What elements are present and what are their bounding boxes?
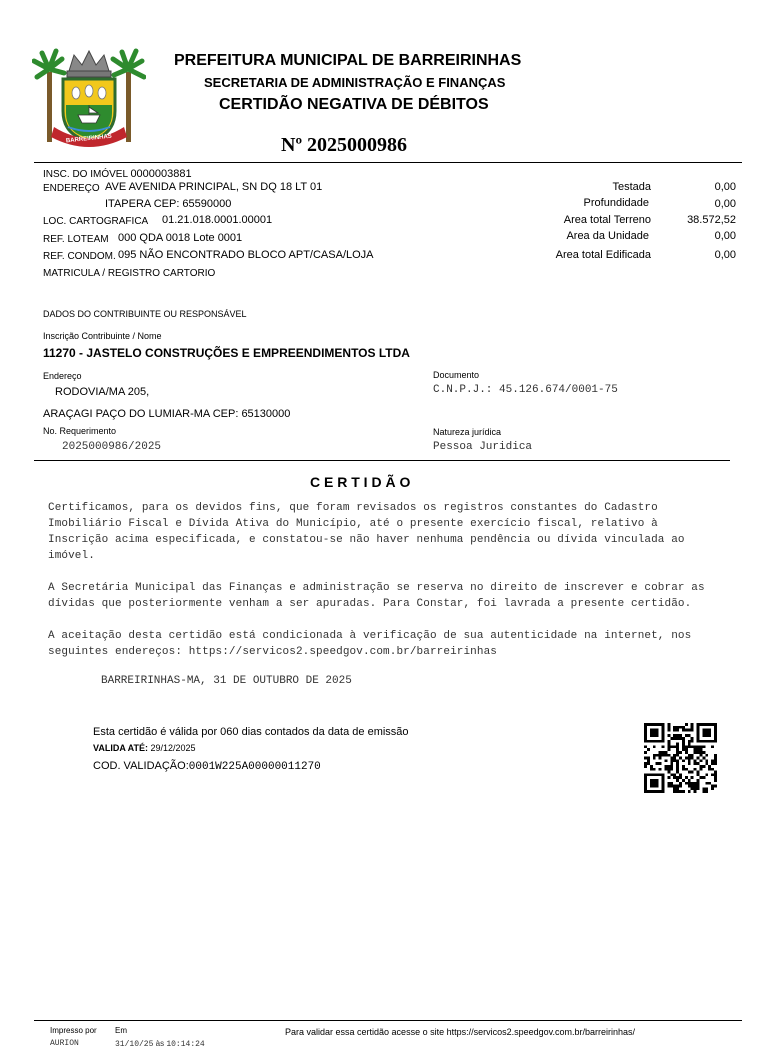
measure-value-area-edificada: 0,00 <box>714 249 736 261</box>
measure-value-profundidade: 0,00 <box>714 198 736 210</box>
contributor-address-line2: ARAÇAGI PAÇO DO LUMIAR-MA CEP: 65130000 <box>43 408 291 420</box>
printed-at <box>115 1039 205 1049</box>
measure-value-area-terreno: 38.572,52 <box>687 214 736 226</box>
contributor-name-label: Inscrição Contribuinte / Nome <box>43 331 162 341</box>
loc-cartografica-label: LOC. CARTOGRAFICA <box>43 216 149 227</box>
header-divider <box>34 162 742 163</box>
printed-time: 10:14:24 <box>166 1040 205 1049</box>
certificate-paragraph-1-text: Certificamos, para os devidos fins, que foram revisados os registros constantes do Cadastro Imobiliário Fiscal e Dívida Ativa do Município, até o presente exercício fiscal, relativo à Inscrição acima especificada, e constatou-se não haver nenhuma pendência ou dívida vinculada ao imóvel. <box>48 502 685 562</box>
requerimento-label: No. Requerimento <box>43 426 117 436</box>
measure-label-area-unidade: Area da Unidade <box>566 230 649 242</box>
insc-label: INSC. DO IMÓVEL 0000003881 <box>43 168 192 180</box>
measure-value-testada: 0,00 <box>714 181 736 193</box>
ref-loteam-label: REF. LOTEAM <box>43 234 109 245</box>
measure-label-area-edificada: Area total Edificada <box>555 249 651 261</box>
insc-value: 0000003881 <box>130 168 192 180</box>
validity-text: Esta certidão é válida por 060 dias contados da data de emissão <box>93 726 409 738</box>
certificate-paragraph-3-text: A aceitação desta certidão está condicionada à verificação de sua autenticidade na internet, nos seguintes endereços: https://servicos2.speedgov.com.br/barreirinhas <box>48 630 692 658</box>
certificate-heading: C E R T I D Ã O <box>310 474 411 490</box>
measure-label-area-terreno: Area total Terreno <box>563 214 651 226</box>
loc-cartografica-value: 01.21.018.0001.00001 <box>162 214 273 226</box>
valid-until <box>93 743 196 753</box>
requerimento-value: 2025000986/2025 <box>62 441 162 453</box>
certificate-number: Nº 2025000986 <box>281 134 408 156</box>
valid-until-value: 29/12/2025 <box>150 743 196 753</box>
certificate-paragraph-2 <box>48 580 718 612</box>
matricula-label: MATRICULA / REGISTRO CARTORIO <box>43 268 216 279</box>
printed-date: 31/10/25 <box>115 1040 154 1049</box>
contributor-address-line1: RODOVIA/MA 205, <box>55 386 150 398</box>
printed-by-value: AURION <box>50 1039 79 1048</box>
ref-condom-value: 095 NÃO ENCONTRADO BLOCO APT/CASA/LOJA <box>118 249 374 261</box>
ref-loteam-value: 000 QDA 0018 Lote 0001 <box>118 232 243 244</box>
crest-ribbon-text: BARREIRINHAS <box>65 133 113 145</box>
municipality-title: PREFEITURA MUNICIPAL DE BARREIRINHAS <box>174 52 522 69</box>
certificate-paragraph-2-text: A Secretária Municipal das Finanças e administração se reserva no direito de inscrever e cobrar as dívidas que posteriormente venham a ser apuradas. Para Constar, foi lavrada a presente certidão. <box>48 582 705 610</box>
contributor-address-label: Endereço <box>43 371 82 381</box>
property-address-line1: AVE AVENIDA PRINCIPAL, SN DQ 18 LT 01 <box>105 181 323 193</box>
palm-tree-right-icon <box>113 51 144 142</box>
certificate-paragraph-1 <box>48 500 718 564</box>
printed-at-label: Em <box>115 1026 127 1035</box>
municipal-crest <box>32 47 146 147</box>
secretariat-title: SECRETARIA DE ADMINISTRAÇÃO E FINANÇAS <box>204 75 506 90</box>
contributor-divider <box>34 460 730 461</box>
valid-until-label: VALIDA ATÉ: <box>93 743 148 753</box>
validation-code <box>93 760 321 773</box>
measure-label-profundidade: Profundidade <box>583 197 649 209</box>
document-title: CERTIDÃO NEGATIVA DE DÉBITOS <box>219 96 489 113</box>
measure-label-testada: Testada <box>612 181 651 193</box>
document-label: Documento <box>433 370 480 380</box>
palm-tree-left-icon <box>34 51 64 142</box>
contributor-name-value: 11270 - JASTELO CONSTRUÇÕES E EMPREENDIMENTOS LTDA <box>43 346 410 360</box>
measure-value-area-unidade: 0,00 <box>714 230 736 242</box>
contributor-section-label: DADOS DO CONTRIBUINTE OU RESPONSÁVEL <box>43 309 247 319</box>
validation-code-label: COD. VALIDAÇÃO: <box>93 760 189 772</box>
footer-divider <box>34 1020 742 1021</box>
certificate-paragraph-3 <box>48 628 718 660</box>
printed-connector: às <box>155 1039 165 1048</box>
validation-site-text: Para validar essa certidão acesse o site https://servicos2.speedgov.com.br/barreirinhas/ <box>285 1027 636 1037</box>
ref-condom-label: REF. CONDOM. <box>43 251 116 262</box>
natureza-value: Pessoa Juridica <box>433 441 533 453</box>
document-value: C.N.P.J.: 45.126.674/0001-75 <box>433 384 618 396</box>
place-date: BARREIRINHAS-MA, 31 DE OUTUBRO DE 2025 <box>101 675 352 687</box>
natureza-label: Natureza jurídica <box>433 427 502 437</box>
qr-code-icon <box>644 723 717 793</box>
validation-code-value: 0001W225A00000011270 <box>188 761 321 773</box>
property-address-label: ENDEREÇO <box>43 183 100 194</box>
property-address-line2: ITAPERA CEP: 65590000 <box>105 198 232 210</box>
printed-by-label: Impresso por <box>50 1026 97 1035</box>
